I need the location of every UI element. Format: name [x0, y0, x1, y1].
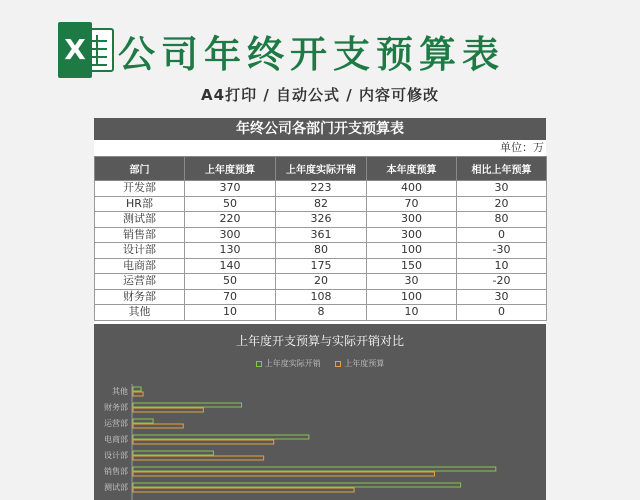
column-header-last-actual: 上年度实际开销: [276, 157, 367, 181]
bar-chart: [94, 324, 546, 500]
table-header-row: [95, 157, 547, 181]
table-row: [95, 305, 547, 321]
legend-label-actual: 上年度实际开销: [264, 359, 321, 368]
cell-value[interactable]: 223: [276, 181, 367, 197]
column-header-diff: 相比上年预算: [457, 157, 547, 181]
budget-table: [94, 156, 547, 321]
bar-budget: [133, 408, 203, 412]
page-title: 公司年终开支预算表: [118, 33, 505, 76]
cell-value[interactable]: 50: [185, 196, 276, 212]
y-tick-label: 电商部: [104, 435, 128, 444]
cell-value[interactable]: 20: [457, 196, 547, 212]
chart-title: 上年度开支预算与实际开销对比: [235, 334, 404, 348]
cell-value[interactable]: 10: [457, 258, 547, 274]
table-row: [95, 258, 547, 274]
table-row: [95, 243, 547, 259]
cell-value[interactable]: 10: [367, 305, 457, 321]
cell-dept[interactable]: 财务部: [95, 289, 185, 305]
y-tick-label: 设计部: [104, 451, 128, 460]
excel-letter: X: [58, 22, 92, 78]
y-tick-label: 测试部: [104, 483, 128, 492]
page-subtitle: A4打印 / 自动公式 / 内容可修改: [201, 86, 439, 104]
table-row: [95, 289, 547, 305]
y-tick-label: 其他: [112, 387, 128, 396]
cell-value[interactable]: 361: [276, 227, 367, 243]
bar-budget: [133, 424, 183, 428]
bar-actual: [133, 419, 153, 423]
bar-actual: [133, 483, 461, 487]
column-header-this-budget: 本年度预算: [367, 157, 457, 181]
cell-dept[interactable]: HR部: [95, 196, 185, 212]
cell-dept[interactable]: 运营部: [95, 274, 185, 290]
cell-value[interactable]: 300: [367, 212, 457, 228]
cell-value[interactable]: 140: [185, 258, 276, 274]
cell-value[interactable]: 50: [185, 274, 276, 290]
cell-value[interactable]: 100: [367, 289, 457, 305]
y-tick-label: 运营部: [104, 419, 128, 428]
bar-budget: [133, 488, 354, 492]
cell-value[interactable]: 130: [185, 243, 276, 259]
column-header-last-budget: 上年度预算: [185, 157, 276, 181]
cell-value[interactable]: -20: [457, 274, 547, 290]
cell-dept[interactable]: 开发部: [95, 181, 185, 197]
bar-actual: [133, 451, 213, 455]
bar-budget: [133, 392, 143, 396]
cell-value[interactable]: 220: [185, 212, 276, 228]
bar-actual: [133, 435, 309, 439]
unit-label: 单位：万: [500, 141, 544, 154]
bar-actual: [133, 403, 242, 407]
y-tick-label: 财务部: [104, 403, 128, 412]
cell-dept[interactable]: 电商部: [95, 258, 185, 274]
table-row: [95, 196, 547, 212]
cell-value[interactable]: 150: [367, 258, 457, 274]
bar-actual: [133, 387, 141, 391]
bar-budget: [133, 456, 264, 460]
table-row: [95, 227, 547, 243]
cell-value[interactable]: 100: [367, 243, 457, 259]
cell-value[interactable]: 70: [185, 289, 276, 305]
cell-value[interactable]: 30: [367, 274, 457, 290]
cell-value[interactable]: 300: [367, 227, 457, 243]
table-row: [95, 181, 547, 197]
cell-dept[interactable]: 测试部: [95, 212, 185, 228]
cell-value[interactable]: 30: [457, 181, 547, 197]
legend-label-budget: 上年度预算: [344, 359, 385, 368]
y-tick-label: 销售部: [104, 467, 128, 476]
cell-value[interactable]: 80: [276, 243, 367, 259]
cell-dept[interactable]: 其他: [95, 305, 185, 321]
cell-value[interactable]: 0: [457, 227, 547, 243]
cell-value[interactable]: 30: [457, 289, 547, 305]
table-row: [95, 274, 547, 290]
cell-dept[interactable]: 销售部: [95, 227, 185, 243]
cell-value[interactable]: 20: [276, 274, 367, 290]
cell-value[interactable]: 80: [457, 212, 547, 228]
bar-budget: [133, 440, 274, 444]
cell-value[interactable]: 10: [185, 305, 276, 321]
cell-value[interactable]: 326: [276, 212, 367, 228]
cell-value[interactable]: 175: [276, 258, 367, 274]
chart-area: [94, 324, 546, 500]
bar-budget: [133, 472, 435, 476]
cell-value[interactable]: 70: [367, 196, 457, 212]
excel-icon: [52, 22, 114, 78]
cell-value[interactable]: 0: [457, 305, 547, 321]
spreadsheet-preview: [94, 118, 546, 500]
header: [0, 0, 640, 120]
table-row: [95, 212, 547, 228]
cell-value[interactable]: 108: [276, 289, 367, 305]
cell-dept[interactable]: 设计部: [95, 243, 185, 259]
column-header-dept: 部门: [95, 157, 185, 181]
cell-value[interactable]: -30: [457, 243, 547, 259]
cell-value[interactable]: 82: [276, 196, 367, 212]
bar-actual: [133, 467, 496, 471]
cell-value[interactable]: 370: [185, 181, 276, 197]
cell-value[interactable]: 400: [367, 181, 457, 197]
table-title: 年终公司各部门开支预算表: [94, 118, 546, 140]
cell-value[interactable]: 300: [185, 227, 276, 243]
cell-value[interactable]: 8: [276, 305, 367, 321]
